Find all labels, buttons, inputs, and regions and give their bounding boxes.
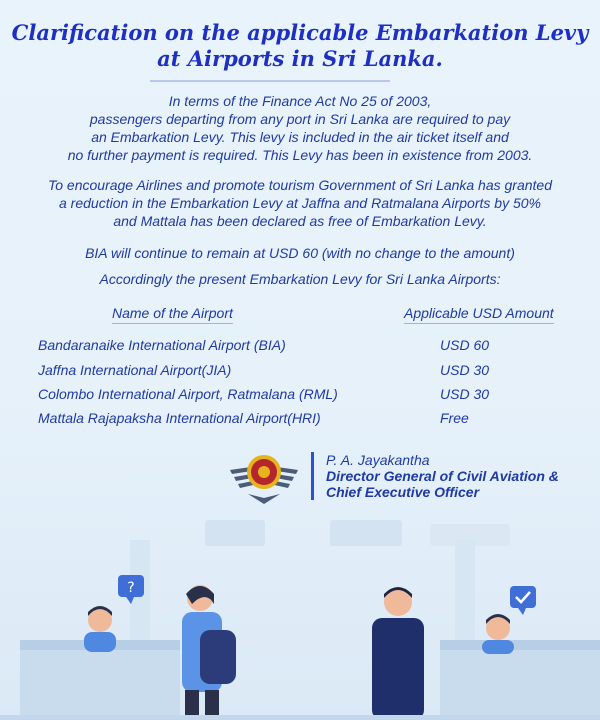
paragraph-line: In terms of the Finance Act No 25 of 2003,	[168, 93, 432, 109]
aviation-emblem-icon	[228, 444, 300, 508]
airport-name-bia: Bandaranaike International Airport (BIA)	[38, 337, 286, 353]
reduction-paragraph	[0, 176, 600, 230]
signatory-name: P. A. Jayakantha	[326, 452, 430, 468]
paragraph-line: To encourage Airlines and promote tourism Government of Sri Lanka has granted	[47, 177, 553, 193]
checkmark-bubble-icon	[510, 586, 536, 615]
amount-jia: USD 30	[440, 362, 490, 378]
page-title	[0, 20, 600, 72]
signature-divider	[311, 452, 314, 500]
bia-paragraph: BIA will continue to remain at USD 60 (with no change to the amount)	[85, 245, 515, 261]
title-line-1: Clarification on the applicable Embarkation Levy	[11, 20, 589, 45]
header-airport-name: Name of the Airport	[112, 305, 233, 324]
title-line-2: at Airports in Sri Lanka.	[157, 46, 443, 71]
title-divider	[150, 80, 390, 82]
signatory-title-line-1: Director General of Civil Aviation &	[326, 468, 559, 484]
paragraph-line: and Mattala has been declared as free of Embarkation Levy.	[113, 213, 487, 229]
header-usd-amount: Applicable USD Amount	[404, 305, 554, 324]
airport-name-jia: Jaffna International Airport(JIA)	[38, 362, 232, 378]
finance-act-paragraph	[0, 92, 600, 164]
airport-name-hri: Mattala Rajapaksha International Airport(HRI)	[38, 410, 321, 426]
paragraph-line: an Embarkation Levy. This levy is included in the air ticket itself and	[91, 129, 509, 145]
amount-hri: Free	[440, 410, 469, 426]
airport-scene-illustration	[0, 520, 600, 720]
airport-name-rml: Colombo International Airport, Ratmalana (RML)	[38, 386, 338, 402]
amount-bia: USD 60	[440, 337, 490, 353]
paragraph-line: a reduction in the Embarkation Levy at Jaffna and Ratmalana Airports by 50%	[59, 195, 541, 211]
levy-intro-paragraph: Accordingly the present Embarkation Levy for Sri Lanka Airports:	[99, 271, 501, 287]
paragraph-line: passengers departing from any port in Sri Lanka are required to pay	[89, 111, 511, 127]
amount-rml: USD 30	[440, 386, 490, 402]
paragraph-line: no further payment is required. This Levy has been in existence from 2003.	[67, 147, 533, 163]
signatory-title-line-2: Chief Executive Officer	[326, 484, 480, 500]
svg-text:?: ?	[127, 580, 135, 596]
